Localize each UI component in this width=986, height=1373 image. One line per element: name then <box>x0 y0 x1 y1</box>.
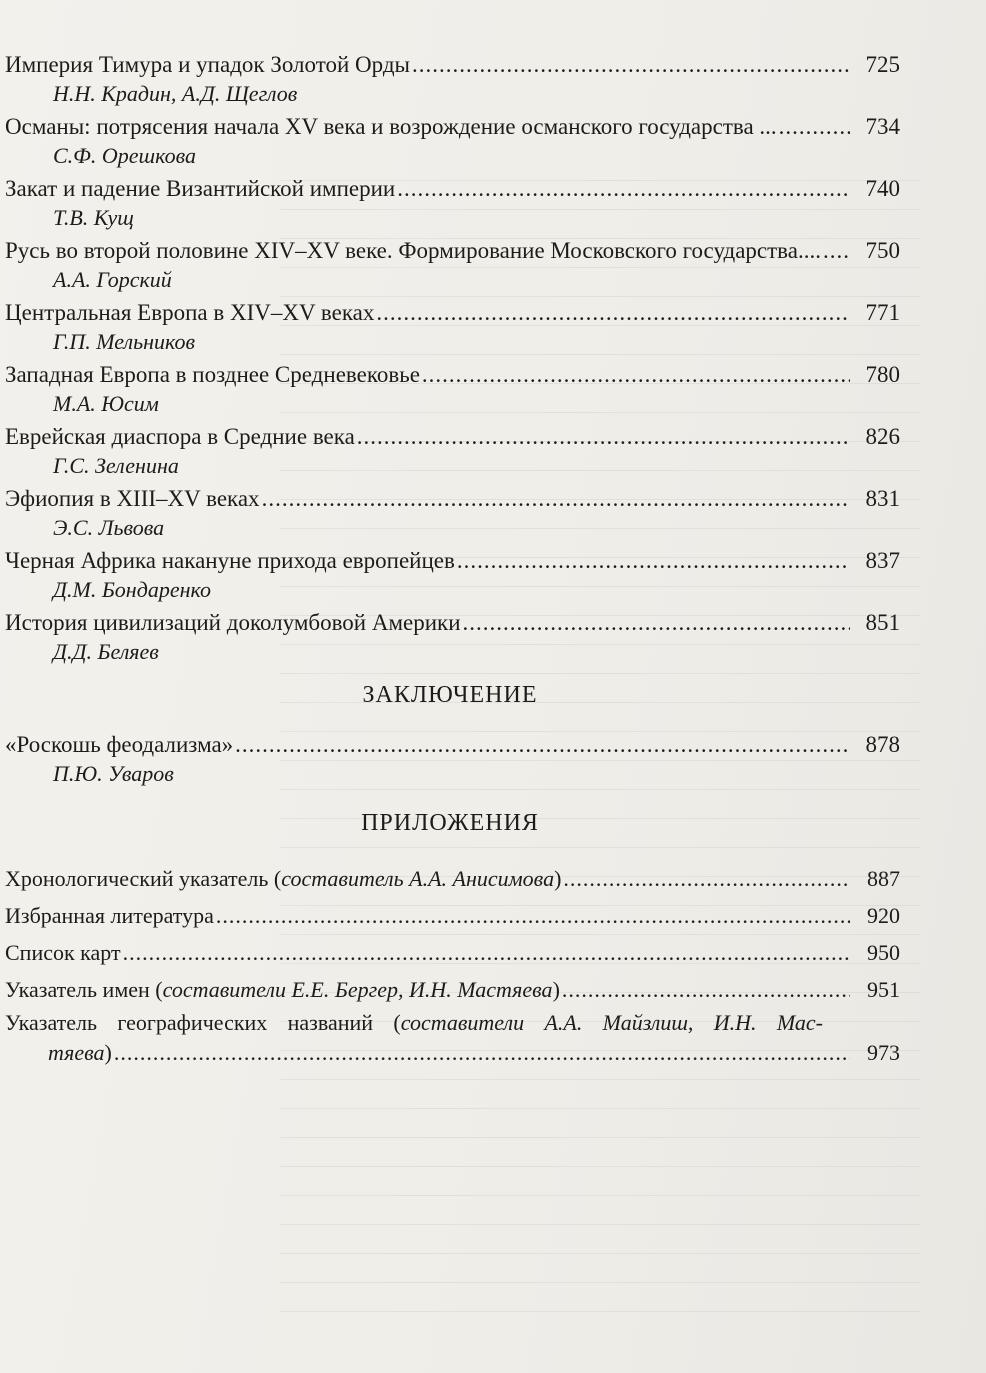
table-of-contents <box>0 50 900 1068</box>
toc-entry-conclusion <box>0 730 900 792</box>
entry-author: Г.С. Зеленина <box>53 453 179 478</box>
entry-title: Османы: потрясения начала XV века и возрождение османского государства ... <box>5 114 777 139</box>
toc-entry <box>0 50 900 112</box>
dot-leader <box>114 1038 850 1068</box>
entry-author: П.Ю. Уваров <box>53 761 174 786</box>
dot-leader <box>216 897 850 934</box>
toc-entry <box>0 298 900 360</box>
entry-page-number: 950 <box>867 940 900 965</box>
entry-title: Западная Европа в позднее Средневековье <box>5 362 420 387</box>
dot-leader <box>779 112 850 142</box>
entry-page-number: 826 <box>865 424 900 449</box>
toc-entry <box>0 174 900 236</box>
dot-leader <box>235 730 850 760</box>
entry-title: Эфиопия в XIII–XV веках <box>5 486 260 511</box>
toc-entry <box>0 422 900 484</box>
dot-leader <box>422 360 850 390</box>
toc-entry <box>0 608 900 670</box>
entry-page-number: 725 <box>865 52 900 77</box>
toc-entry <box>0 236 900 298</box>
entry-title: «Роскошь феодализма» <box>5 732 234 757</box>
dot-leader <box>397 174 850 204</box>
entry-page-number: 837 <box>865 548 900 573</box>
entry-page-number: 920 <box>867 903 900 928</box>
entry-author: Н.Н. Крадин, А.Д. Щеглов <box>53 81 298 106</box>
section-heading-appendices: ПРИЛОЖЕНИЯ <box>361 810 539 836</box>
entry-title-line-2: тяева) <box>48 1040 112 1065</box>
entry-title: Черная Африка накануне прихода европейцев <box>5 548 455 573</box>
toc-entry <box>0 112 900 174</box>
entry-title: История цивилизаций доколумбовой Америки <box>5 610 461 635</box>
entry-author: Г.П. Мельников <box>53 329 196 354</box>
entry-title: Империя Тимура и упадок Золотой Орды <box>5 52 410 77</box>
entry-page-number: 851 <box>865 610 900 635</box>
toc-entry-appendix <box>0 971 900 1008</box>
entry-page-number: 771 <box>865 300 900 325</box>
entry-author: Э.С. Львова <box>53 515 165 540</box>
dot-leader <box>562 971 850 1008</box>
dot-leader <box>357 422 850 452</box>
entry-title-line-1: Указатель географических названий (составители А.А. Майзлиш, И.Н. Мас- <box>5 1010 823 1035</box>
entry-title: Центральная Европа в XIV–XV веках <box>5 300 375 325</box>
dot-leader <box>823 236 850 266</box>
toc-entry <box>0 360 900 422</box>
entry-page-number: 750 <box>865 238 900 263</box>
entry-title: Хронологический указатель (составитель А.А. Анисимова) <box>5 866 562 891</box>
section-heading-conclusion: ЗАКЛЮЧЕНИЕ <box>362 682 538 708</box>
main-entries-list <box>0 50 900 670</box>
entry-author: Д.М. Бондаренко <box>53 577 211 602</box>
toc-entry <box>0 546 900 608</box>
dot-leader <box>563 860 850 897</box>
entry-page-number: 734 <box>865 114 900 139</box>
toc-entry <box>0 484 900 546</box>
entry-page-number: 831 <box>865 486 900 511</box>
entry-author: А.А. Горский <box>53 267 172 292</box>
entry-page-number: 973 <box>867 1040 900 1065</box>
entry-page-number: 887 <box>867 866 900 891</box>
entry-author: М.А. Юсим <box>53 391 159 416</box>
entry-author: Т.В. Кущ <box>53 205 134 230</box>
dot-leader <box>262 484 850 514</box>
entry-author: С.Ф. Орешкова <box>53 143 196 168</box>
dot-leader <box>457 546 850 576</box>
entry-title: Список карт <box>5 940 121 965</box>
toc-entry-appendix <box>0 897 900 934</box>
toc-entry-appendix <box>0 860 900 897</box>
dot-leader <box>463 608 850 638</box>
appendix-list <box>0 860 900 1008</box>
dot-leader <box>412 50 850 80</box>
entry-title: Русь во второй половине XIV–XV веке. Формирование Московского государства.... <box>5 238 821 263</box>
entry-page-number: 951 <box>867 977 900 1002</box>
dot-leader <box>376 298 850 328</box>
entry-title: Закат и падение Византийской империи <box>5 176 396 201</box>
entry-author: Д.Д. Беляев <box>53 639 159 664</box>
entry-title: Еврейская диаспора в Средние века <box>5 424 355 449</box>
entry-title: Избранная литература <box>5 903 214 928</box>
entry-page-number: 780 <box>865 362 900 387</box>
entry-title: Указатель имен (составители Е.Е. Бергер, И.Н. Мастяева) <box>5 977 560 1002</box>
entry-page-number: 878 <box>865 732 900 757</box>
toc-entry-appendix <box>0 934 900 971</box>
dot-leader <box>123 934 850 971</box>
entry-page-number: 740 <box>865 176 900 201</box>
toc-entry-geo-index <box>0 1008 900 1068</box>
